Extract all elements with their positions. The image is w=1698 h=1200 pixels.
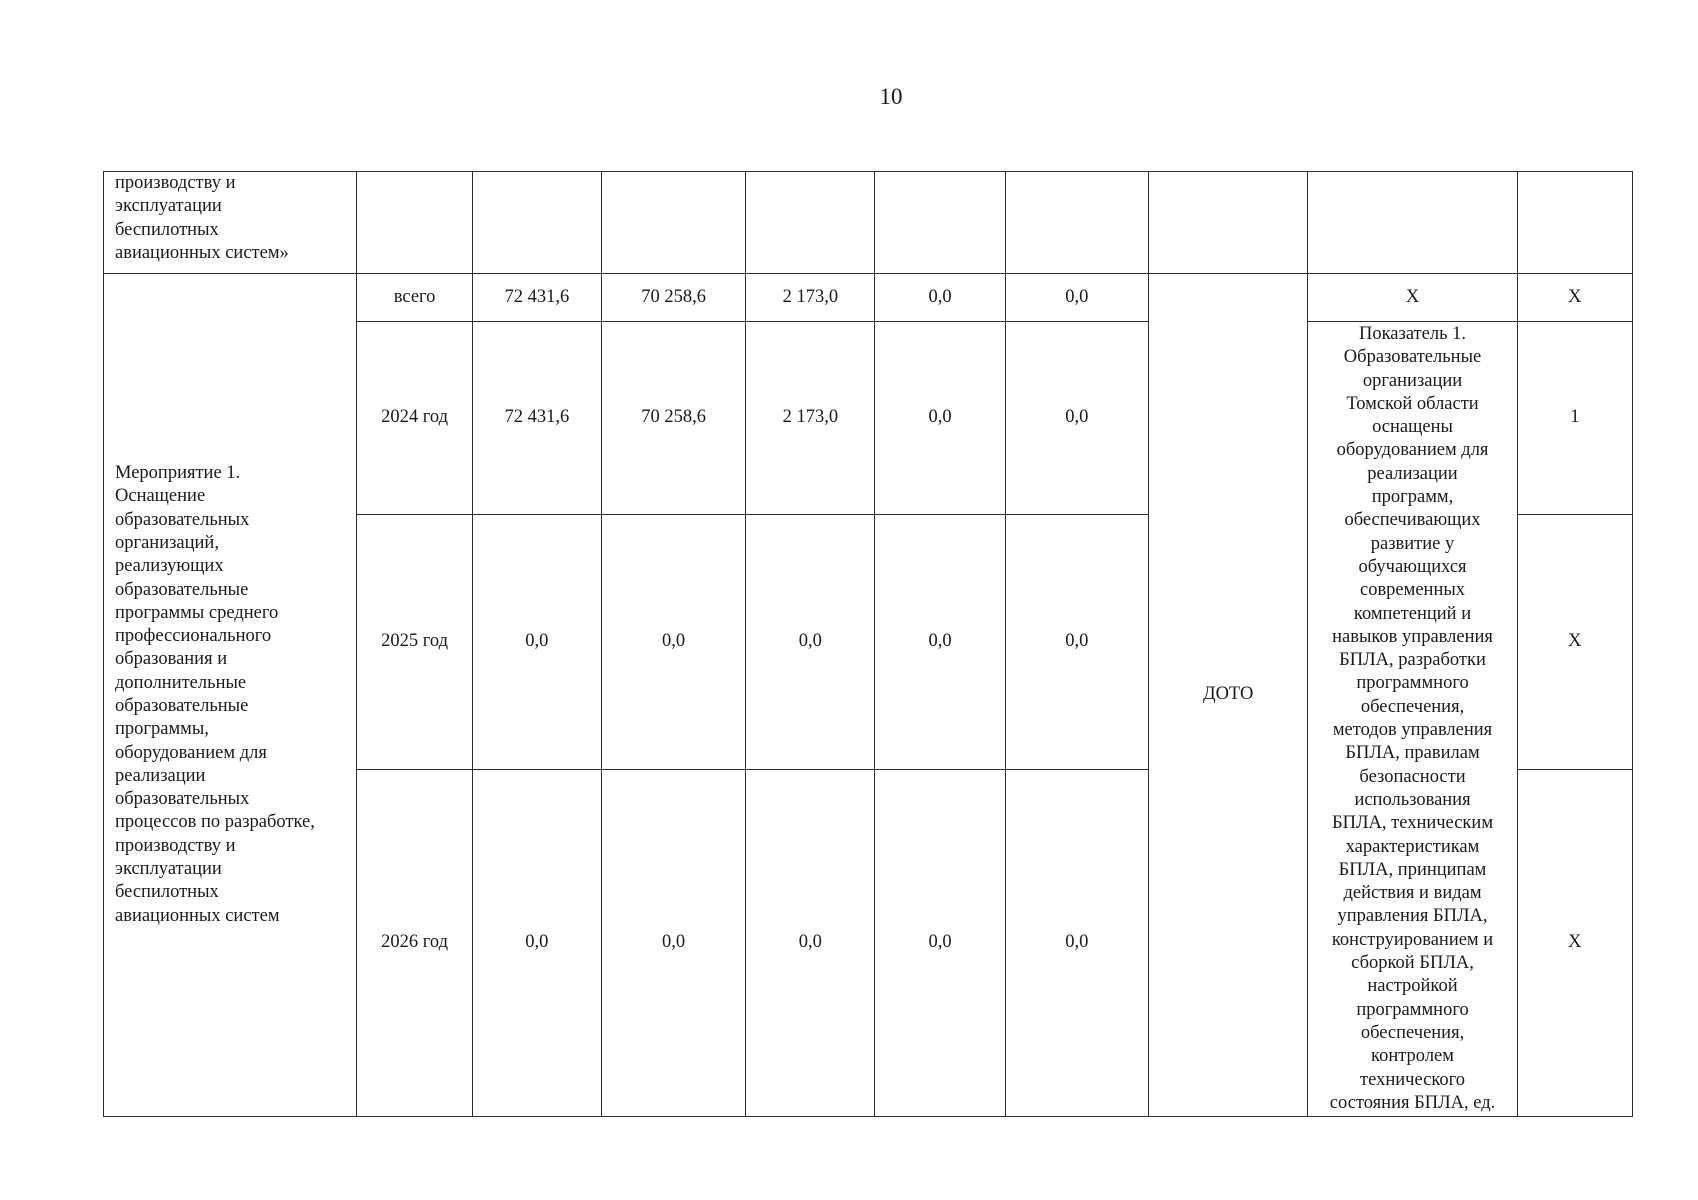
regional-funding-cell: 0,0 xyxy=(746,515,875,770)
empty-cell xyxy=(472,172,601,274)
event-name: Мероприятие 1. Оснащение образовательных организаций, реализующих образовательные программы среднего профессионального образования и дополнительные образовательные программы, оборудованием для реализации образовательных процессов по разработке, производству и эксплуатации беспилотных авиационных систем xyxy=(115,463,315,926)
empty-cell xyxy=(1517,172,1632,274)
funding-table xyxy=(103,171,1633,1117)
empty-cell xyxy=(1149,172,1308,274)
regional-funding-cell: 0,0 xyxy=(746,770,875,1117)
executor-cell: ДОТО xyxy=(1149,274,1308,1117)
local-funding-cell: 0,0 xyxy=(875,770,1005,1117)
local-funding-cell: 0,0 xyxy=(875,322,1005,515)
indicator-value-cell: X xyxy=(1517,515,1632,770)
period-cell: 2026 год xyxy=(357,770,472,1117)
total-funding-cell: 72 431,6 xyxy=(472,274,601,322)
indicator-description: Показатель 1. Образовательные организации Томской области оснащены оборудованием для реализации программ, обеспечивающих развитие у обучающихся современных компетенций и навыков управления БПЛА, разработки программного обеспечения, методов управления БПЛА, правилам безопасности использования БПЛА, техническим характеристикам БПЛА, принципам действия и видам управления БПЛА, конструированием и сборкой БПЛА, настройкой программного обеспечения, контролем технического состояния БПЛА, ед. xyxy=(1329,324,1496,1113)
indicator-description-cell xyxy=(1308,322,1517,1117)
federal-funding-cell: 0,0 xyxy=(601,515,745,770)
indicator-value-cell: 1 xyxy=(1517,322,1632,515)
empty-cell xyxy=(601,172,745,274)
local-funding-cell: 0,0 xyxy=(875,515,1005,770)
period-cell: всего xyxy=(357,274,472,322)
continued-title: производству и эксплуатации беспилотных авиационных систем» xyxy=(115,173,289,263)
total-funding-cell: 0,0 xyxy=(472,515,601,770)
other-funding-cell: 0,0 xyxy=(1005,322,1148,515)
event-name-cell xyxy=(104,274,357,1117)
indicator-value-cell: X xyxy=(1517,770,1632,1117)
empty-cell xyxy=(357,172,472,274)
regional-funding-cell: 2 173,0 xyxy=(746,322,875,515)
other-funding-cell: 0,0 xyxy=(1005,770,1148,1117)
period-cell: 2025 год xyxy=(357,515,472,770)
regional-funding-cell: 2 173,0 xyxy=(746,274,875,322)
empty-cell xyxy=(875,172,1005,274)
other-funding-cell: 0,0 xyxy=(1005,274,1148,322)
continuation-row xyxy=(104,172,1633,274)
other-funding-cell: 0,0 xyxy=(1005,515,1148,770)
total-funding-cell: 0,0 xyxy=(472,770,601,1117)
table-row-total xyxy=(104,274,1633,322)
continued-title-cell xyxy=(104,172,357,274)
empty-cell xyxy=(746,172,875,274)
federal-funding-cell: 70 258,6 xyxy=(601,274,745,322)
federal-funding-cell: 0,0 xyxy=(601,770,745,1117)
total-funding-cell: 72 431,6 xyxy=(472,322,601,515)
indicator-name-total-cell: X xyxy=(1308,274,1517,322)
federal-funding-cell: 70 258,6 xyxy=(601,322,745,515)
page-number: 10 xyxy=(879,84,903,109)
indicator-value-cell: X xyxy=(1517,274,1632,322)
period-cell: 2024 год xyxy=(357,322,472,515)
empty-cell xyxy=(1308,172,1517,274)
empty-cell xyxy=(1005,172,1148,274)
local-funding-cell: 0,0 xyxy=(875,274,1005,322)
